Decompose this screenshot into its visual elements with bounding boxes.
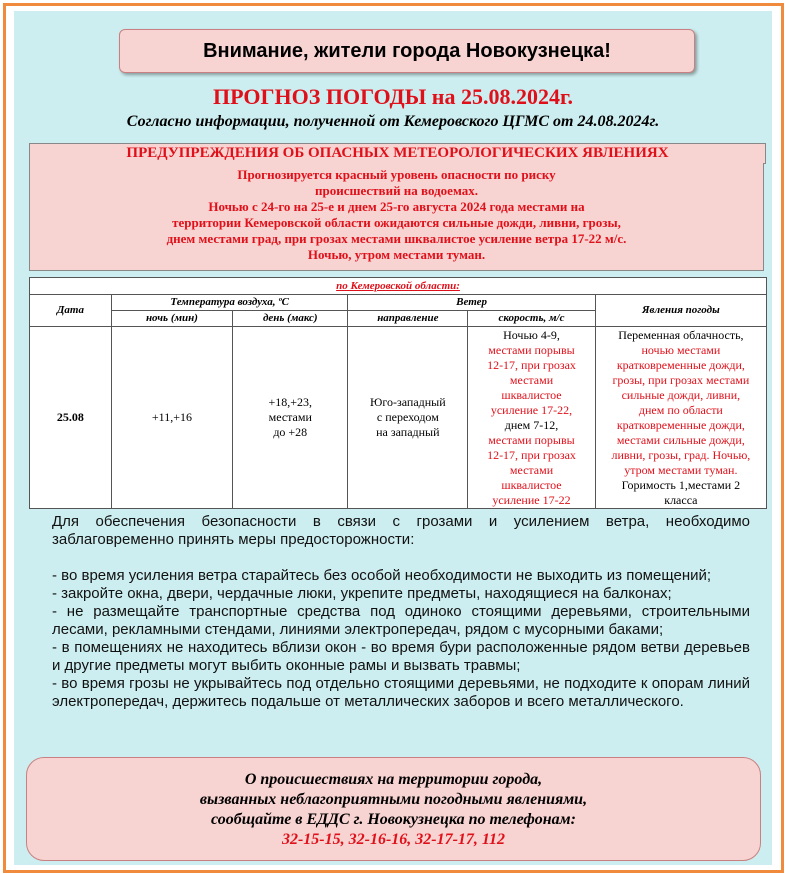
forecast-source: Согласно информации, полученной от Кемеровского ЦГМС от 24.08.2024г. [126,113,660,130]
advice-item: - не размещайте транспортные средства под одиноко стоящими деревьями, строительными лесами, рекламными стендами, линиями электропередач, рядом с мусорными баками; [52,603,750,638]
weather-phenomena [595,327,766,509]
warning-line: днем местами град, при грозах местами шквалистое усиление ветра 17-22 м/с. [166,231,627,246]
warnings-body [29,163,764,271]
day-temp-line: местами [268,410,312,424]
wind-direction [348,327,468,509]
wind-speed-line: 12-17, при грозах [487,357,576,372]
phenomena-line: сильные дожди, ливни, [621,387,741,402]
phenomena-line: грозы, при грозах местами [612,372,750,387]
phenomena-header: Явления погоды [595,295,766,327]
footer-line: сообщайте в ЕДДС г. Новокузнецка по телефонам: [211,811,576,828]
wind-speed-line: местами порывы [488,432,575,447]
phenomena-line: местами сильные дожди, [616,432,745,447]
advice-item: - во время грозы не укрывайтесь под отдельно стоящими деревьями, не подходите к опорам линий электропередач, держитесь подальше от металлических заборов и всего металлического. [52,675,750,710]
wind-speed-line: шквалистое [501,387,562,402]
day-temp-header: день (макс) [233,311,348,327]
phenomena-line: Переменная облачность, [618,327,744,342]
temperature-header: Температура воздуха, ºС [111,295,348,311]
day-temp-line: +18,+23, [268,395,313,409]
emergency-phones: 32-15-15, 32-16-16, 32-17-17, 112 [281,831,506,848]
phenomena-line: кратковременные дожди, [616,417,745,432]
night-temp-header: ночь (мин) [111,311,232,327]
spacer [52,549,750,567]
wind-speed-line: местами [509,462,554,477]
phenomena-line: ливни, грозы, град. Ночью, [611,447,751,462]
advice-item: - закройте окна, двери, чердачные люки, укрепите предметы, находящиеся на балконах; [52,585,672,602]
day-temp-line: до +28 [273,425,308,439]
forecast-title: ПРОГНОЗ ПОГОДЫ на 25.08.2024г. [213,84,573,109]
phenomena-line: ночью местами [641,342,721,357]
wind-speed-line: 12-17, при грозах [487,447,576,462]
wind-speed-line: Ночью 4-9, [503,327,560,342]
warning-line: происшествий на водоемах. [315,183,478,198]
phenomena-line: Горимость 1,местами 2 [621,477,741,492]
warning-line: Ночью с 24-го на 25-е и днем 25-го августа 2024 года местами на [208,199,585,214]
footer-line: вызванных неблагоприятными погодными явлениями, [199,791,588,808]
wind-speed-header: скорость, м/с [468,311,596,327]
wind-speed-line: усиление 17-22, [490,402,573,417]
wind-direction-header: направление [348,311,468,327]
direction-line: с переходом [376,410,439,424]
wind-speed-line: местами порывы [488,342,575,357]
wind-speed-line: шквалистое [501,477,562,492]
wind-speed [468,327,596,509]
forecast-table [29,277,767,509]
page-frame [3,3,784,873]
warning-line: территории Кемеровской области ожидаются сильные дожди, ливни, грозы, [172,215,621,230]
day-temp [233,327,348,509]
advice-item: - во время усиления ветра старайтесь без особой необходимости не выходить из помещений; [52,567,712,584]
phenomena-line: класса [664,492,698,507]
wind-speed-line: местами [509,372,554,387]
poster [14,11,772,865]
phenomena-line: днем по области [638,402,723,417]
wind-speed-line: усиление 17-22 [492,492,571,507]
date-header: Дата [30,295,112,327]
wind-header: Ветер [348,295,595,311]
phenomena-line: утром местами туман. [624,462,738,477]
attention-banner: Внимание, жители города Новокузнецка! [119,29,695,73]
direction-line: на западный [376,425,440,439]
warning-line: Ночью, утром местами туман. [307,247,486,262]
wind-speed-line: днем 7-12, [504,417,559,432]
advice-item: - в помещениях не находитесь вблизи окон - во время бури расположенные рядом ветви деревьев и другие предметы могут выбить оконные рамы и вызвать травмы; [52,639,750,674]
phenomena-line: кратковременные дожди, [616,357,745,372]
warnings-heading: ПРЕДУПРЕЖДЕНИЯ ОБ ОПАСНЫХ МЕТЕОРОЛОГИЧЕСКИХ ЯВЛЕНИЯХ [29,143,766,164]
forecast-date: 25.08 [30,327,112,509]
night-temp: +11,+16 [111,327,232,509]
warning-line: Прогнозируется красный уровень опасности по риску [237,167,556,182]
safety-advice [52,513,750,711]
footer-line: О происшествиях на территории города, [244,771,543,788]
contact-footer [26,757,761,861]
region-header: по Кемеровской области: [30,278,767,295]
direction-line: Юго-западный [370,395,446,409]
advice-intro: Для обеспечения безопасности в связи с грозами и усилением ветра, необходимо заблаговременно принять меры предосторожности: [52,513,750,548]
